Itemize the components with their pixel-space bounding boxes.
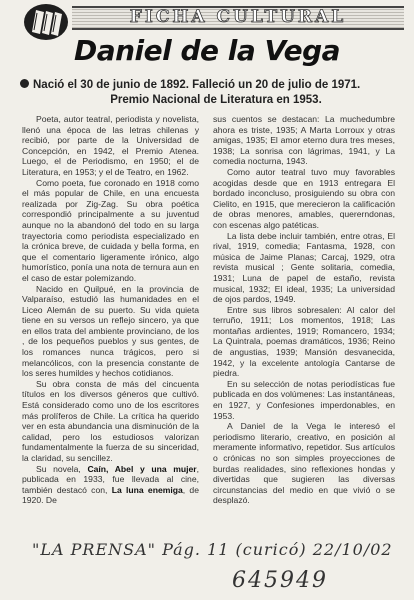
paragraph: Entre sus libros sobresalen: Al calor del terruño, 1911; Los momentos, 1918; Las montañas ardientes, 1919; Romancero, 1934; La Quintrala, poemas dramáticos, 1936; Reino de angustias, 1939; Mansión desvanecida, 1942, y la excelente antología Cantarse de piedra.: [213, 304, 395, 379]
text-run: , de 1920. De: [22, 484, 199, 506]
paragraph: La lista debe incluir también, entre otras, El rival, 1919, comedia; Fantasma, 1928, con música de Jaime Planas; Carcaj, 1929, otra revista musical ; Gente solitaria, comedia, 1931; Luna de papel de estaño, revista musical, 1932; El ideal, 1935; La universidad de ojos pardos, 1949.: [213, 230, 395, 305]
paragraph: Nacido en Quilpué, en la provincia de Valparaíso, estudió las humanidades en el Liceo Alemán de su puerto. Su vida quieta tiene en su versos un reflejo sincero, ya que en ellos trata del ambiente provinciano, de los , de los pequeños pueblos y sus gentes, de los romances nunca trágicos, pero si melancólicos, con la presencia constante de los seres humildes y hechos cotidianos.: [22, 283, 199, 379]
ficha-cultural-bar: [72, 6, 404, 30]
lead-birth-death: Nació el 30 de junio de 1892. Falleció un 20 de julio de 1971.: [33, 79, 361, 91]
paragraph: Como autor teatral tuvo muy favorables acogidas desde que en 1913 entregara El bordado inconcluso, prosiguiendo su obra con Cielito, en 1915, que merecieron la calificación de obras menores, amables, quererndonas, con escenas algo patéticas.: [213, 166, 395, 230]
right-column: [213, 114, 395, 506]
paragraph: Su obra consta de más del cincuenta títulos en los diversos géneros que cultivó. Está considerado como uno de los escritores más prolíferos de Chile. La crítica ha querido ver en esta abundancia una disminución de la calidad, pero los estudiosos valorizan fundamentalmente la fuerza de su sinceridad, la claridad, su sencillez.: [22, 378, 199, 463]
paragraph: Poeta, autor teatral, periodista y novelista, llenó una época de las letras chilenas y recibió, por parte de la Universidad de Concepción, en 1942, el Premio Atenea. Luego, el de Periodismo, en 1950; el de Literatura, en 1953; y el de Teatro, en 1962.: [22, 114, 199, 177]
paragraph: Como poeta, fue coronado en 1918 como el más popular de Chile, en una encuesta realizada por Zig-Zag. Su obra poética correspondió principalmente a su juventud aunque no la abandonó del todo en su larga trayectoria como periodista especializado en la crónica breve, de cuidada y bella forma, en que el comentario ligeramente irónico, algo humorístico, ponía una nota de ternura aun en el caso de estar polemizando.: [22, 177, 199, 283]
handwritten-source-note: "LA PRENSA" Pág. 11 (curicó) 22/10/02: [32, 540, 393, 559]
section-title: FICHA CULTURAL: [129, 7, 347, 27]
novel-title: La luna enemiga: [111, 484, 183, 495]
paragraph: En su selección de notas periodísticas fue publicada en dos volúmenes: Las instantáneas, en 1927, y Confesiones imperdonables, en 1953.: [213, 378, 395, 421]
lead-summary: [20, 78, 412, 108]
article-headline: Daniel de la Vega: [73, 34, 341, 67]
lead-line-2: Premio Nacional de Literatura en 1953.: [110, 94, 322, 106]
section-banner: [14, 2, 414, 28]
left-column: [22, 114, 199, 506]
lead-line-1: [20, 78, 412, 93]
text-run: , publicada en 1933, fue llevada al cine, también destacó con,: [22, 463, 200, 495]
paragraph: [22, 464, 199, 506]
paragraph: sus cuentos se destacan: La muchedumbre ahora es triste, 1935; A Marta Lorroux y otras amigas, 1935; El amor eterno dura tres meses, 1938; La sonrisa con lágrimas, 1941, y La comedia nocturna, 1943.: [213, 114, 395, 167]
novel-title: Caín, Abel y una mujer: [87, 463, 197, 474]
handwritten-archive-number: 645949: [232, 568, 328, 593]
bullet-icon: [20, 79, 29, 88]
paragraph: A Daniel de la Vega le interesó el periodismo literario, creativo, en posición al meramente informativo, repetidor. Sus artículos o crónicas no son simples proyecciones de burdas realidades, sino reflexiones hondas y divertidas que sugieren las diversas circunstancias del medio en que vivió o se desplazó.: [213, 421, 395, 506]
text-run: Su novela,: [36, 463, 88, 474]
